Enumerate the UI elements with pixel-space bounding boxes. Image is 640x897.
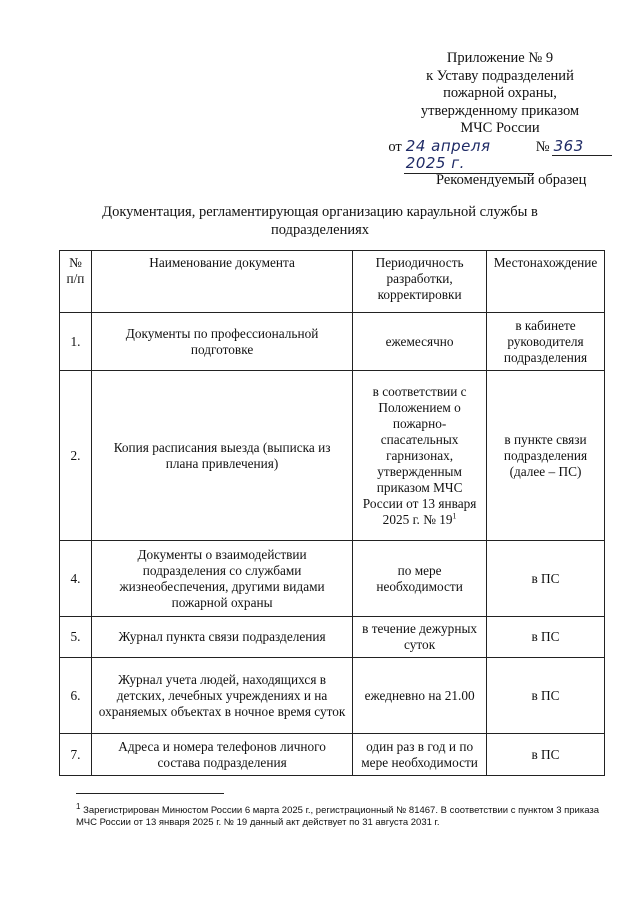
row-name: Документы по профессиональной подготовке [91,313,352,371]
row-num: 4. [60,541,92,617]
footnote-divider [76,793,224,794]
header-name: Наименование документа [91,251,352,313]
row-period: ежедневно на 21.00 [353,658,487,734]
row-name: Журнал пункта связи подразделения [91,617,352,658]
table-row [60,371,605,541]
footnote-ref: 1 [452,511,457,521]
row-num: 2. [60,371,92,541]
row-num: 6. [60,658,92,734]
document-title: Документация, регламентирующая организацию караульной службы в подразделениях [102,204,538,238]
row-location: в кабинете руководителя подразделения [487,313,605,371]
row-period-text: в соответствии с Положением о пожарно-спасательных гарнизонах, утвержденным приказом МЧС России от 13 января 2025 г. № 19 [362,383,477,527]
row-period [353,371,487,541]
sample-label: Рекомендуемый образец [436,172,587,188]
row-num: 5. [60,617,92,658]
header-num: № п/п [60,251,92,313]
row-location: в ПС [487,541,605,617]
appendix-line: утвержденному приказом [420,102,580,119]
row-name: Копия расписания выезда (выписка из плана привлечения) [91,371,352,541]
row-location: в ПС [487,617,605,658]
handwritten-date: 24 апреля 2025 г. [404,138,534,174]
appendix-line: МЧС России [460,120,540,136]
row-location: в ПС [487,658,605,734]
row-period: один раз в год и по мере необходимости [353,734,487,776]
row-name: Документы о взаимодействии подразделения со службами жизнеобеспечения, другими видами пожарной охраны [91,541,352,617]
row-period: ежемесячно [353,313,487,371]
row-name: Журнал учета людей, находящихся в детских, лечебных учреждениях и на охраняемых объектах в ночное время суток [91,658,352,734]
table-row [60,541,605,617]
number-sign: № [535,138,550,155]
table-row [60,617,605,658]
row-location: в пункте связи подразделения (далее – ПС) [487,371,605,541]
appendix-block [380,50,620,174]
handwritten-order-number: 363 [552,138,612,157]
approval-line [380,138,620,174]
ot-label: от [388,138,402,155]
table-header-row [60,251,605,313]
row-num: 1. [60,313,92,371]
footnote-marker: 1 [76,801,81,811]
row-period: по мере необходимости [353,541,487,617]
row-location: в ПС [487,734,605,776]
appendix-line: Приложение № 9 [446,50,554,66]
header-location: Местонахождение [487,251,605,313]
documents-table [59,250,605,776]
table-row [60,734,605,776]
appendix-line: пожарной охраны, [443,85,557,101]
header-period: Периодичность разработки, корректировки [353,251,487,313]
row-num: 7. [60,734,92,776]
footnote-text: Зарегистрирован Минюстом России 6 марта 2025 г., регистрационный № 81467. В соответствии с пунктом 3 приказа МЧС России от 13 января 2025 г. № 19 данный акт действует по 31 августа 2031 г. [76,805,600,828]
row-period: в течение дежурных суток [353,617,487,658]
table-row [60,313,605,371]
table-row [60,658,605,734]
row-name: Адреса и номера телефонов личного состава подразделения [91,734,352,776]
appendix-line: к Уставу подразделений [426,67,574,84]
footnote [76,801,606,829]
